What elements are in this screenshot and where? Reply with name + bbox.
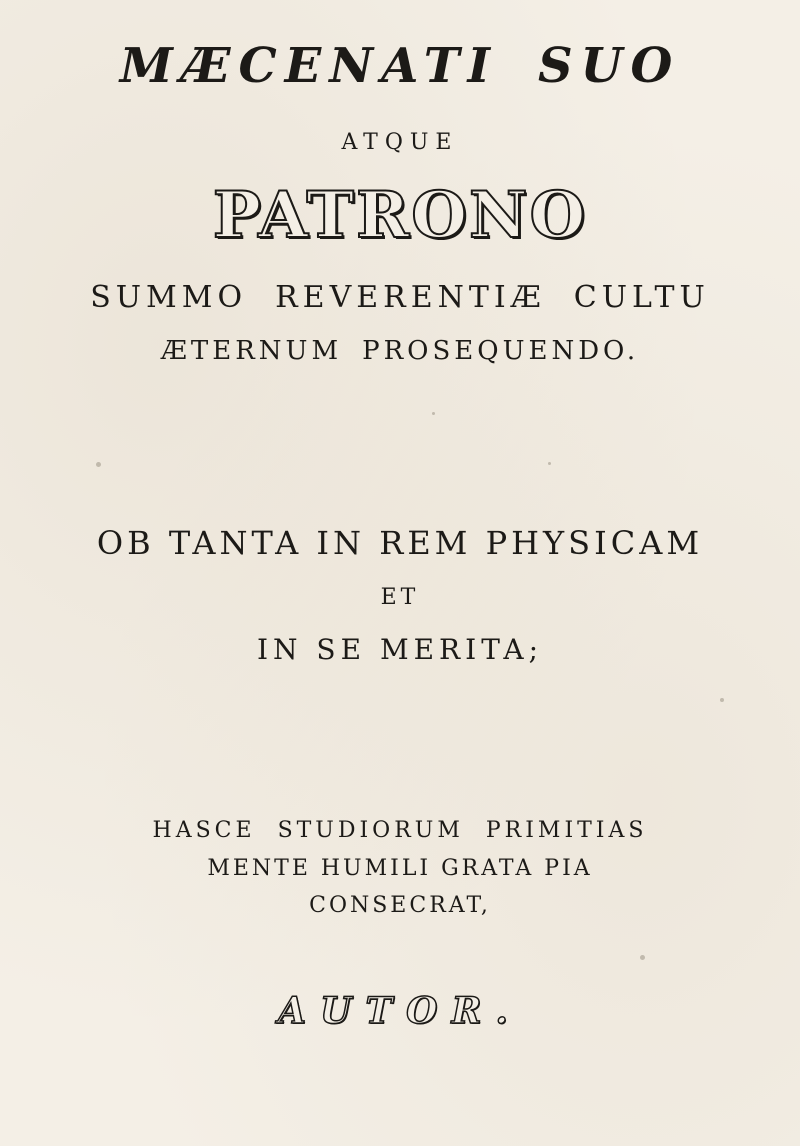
paper-speck: [548, 462, 551, 465]
line-hasce: [0, 818, 800, 843]
line-consecrat: CONSECRAT,: [309, 893, 491, 918]
author-signature: AUTOR.: [278, 990, 522, 1032]
word-aeternum: ÆTERNUM: [160, 336, 343, 366]
heading-word-suo: SUO: [537, 38, 681, 94]
line-et: ET: [380, 585, 420, 610]
paper-speck: [96, 462, 101, 467]
word-primitias: PRIMITIAS: [485, 818, 648, 843]
paper-speck: [432, 412, 435, 415]
line-aeternum: [0, 336, 800, 366]
line-ob-tanta: OB TANTA IN REM PHYSICAM: [96, 524, 704, 562]
line-atque: ATQUE: [341, 130, 459, 155]
patrono-title: PATRONO: [212, 178, 588, 253]
word-reverentiae: REVERENTIÆ: [275, 280, 546, 315]
word-cultu: CULTU: [573, 280, 710, 315]
word-hasce: HASCE: [152, 818, 256, 843]
dedication-heading: [0, 38, 800, 94]
word-summo: SUMMO: [90, 280, 248, 315]
line-in-se-merita: IN SE MERITA;: [256, 633, 544, 666]
heading-word-maecenati: MÆCENATI: [119, 38, 498, 94]
line-mente-humili: MENTE HUMILI GRATA PIA: [207, 856, 593, 881]
line-summo-reverentiae: [0, 280, 800, 315]
paper-speck: [640, 955, 645, 960]
word-studiorum: STUDIORUM: [277, 818, 464, 843]
paper-speck: [720, 698, 724, 702]
word-prosequendo: PROSEQUENDO.: [362, 336, 640, 366]
